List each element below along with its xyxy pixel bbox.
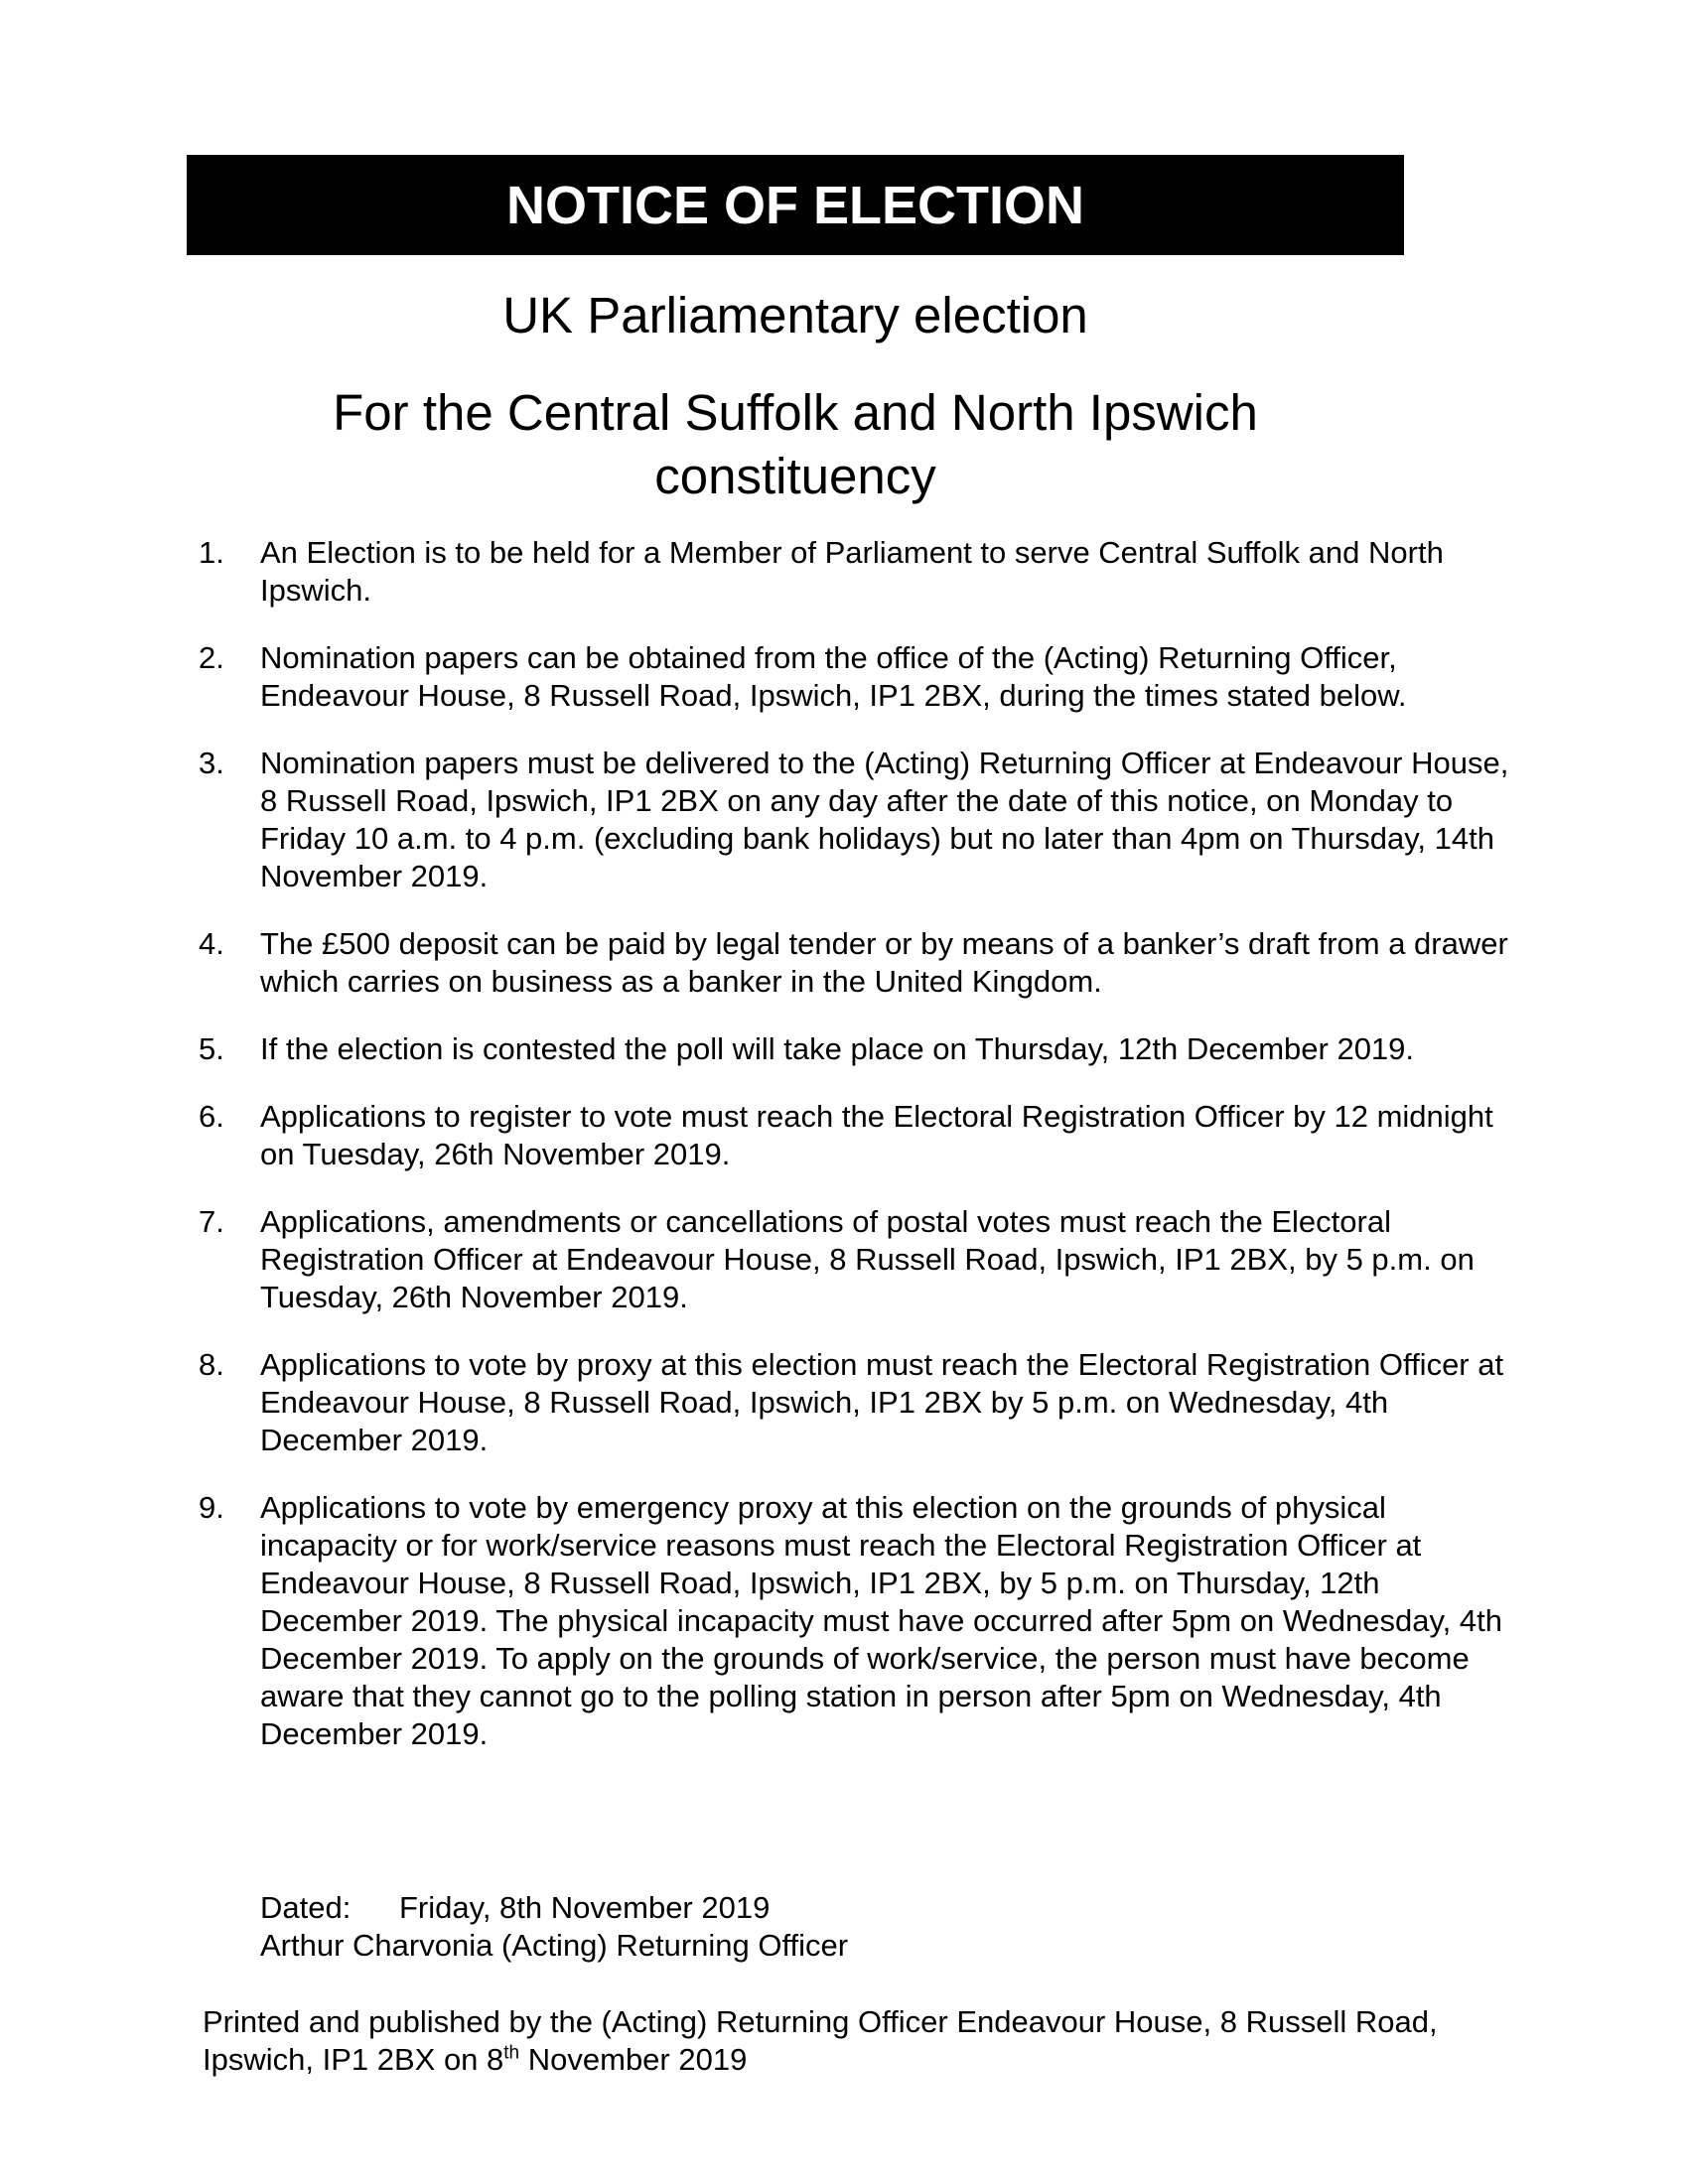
notice-item <box>199 1346 1509 1459</box>
notice-item <box>199 639 1509 715</box>
notice-title: NOTICE OF ELECTION <box>505 175 1084 235</box>
item-number: 8. <box>199 1347 224 1382</box>
item-text: Nomination papers can be obtained from the office of the (Acting) Returning Officer, Endeavour House, 8 Russell Road, Ipswich, IP1 2BX, during the times stated below. <box>260 640 1407 713</box>
notice-item <box>199 745 1509 895</box>
imprint-text-end: November 2019 <box>519 2042 748 2077</box>
item-number: 5. <box>199 1031 224 1066</box>
item-number: 9. <box>199 1490 224 1525</box>
notice-item <box>199 1030 1509 1068</box>
notice-items-list <box>199 534 1509 1783</box>
imprint-footer <box>203 2003 1513 2079</box>
item-text: If the election is contested the poll will take place on Thursday, 12th December 2019. <box>260 1031 1415 1066</box>
item-text: An Election is to be held for a Member of Parliament to serve Central Suffolk and North Ipswich. <box>260 535 1444 608</box>
item-text: Applications to vote by emergency proxy at this election on the grounds of physical incapacity or for work/service reasons must reach the Electoral Registration Officer at Endeavour House, 8 Russell Road, Ipswich, IP1 2BX, by 5 p.m. on Thursday, 12th December 2019. The physical incapacity must have occurred after 5pm on Wednesday, 4th December 2019. To apply on the grounds of work/service, the person must have become aware that they cannot go to the polling station in person after 5pm on Wednesday, 4th December 2019. <box>260 1490 1503 1751</box>
item-text: Applications to register to vote must reach the Electoral Registration Officer by 12 midnight on Tuesday, 26th November 2019. <box>260 1099 1493 1171</box>
dated-row <box>260 1889 848 1927</box>
returning-officer-signature: Arthur Charvonia (Acting) Returning Officer <box>260 1928 849 1963</box>
item-text: Nomination papers must be delivered to the (Acting) Returning Officer at Endeavour House, 8 Russell Road, Ipswich, IP1 2BX on any day after the date of this notice, on Monday to Friday 10 a.m. to 4 p.m. (excluding bank holidays) but no later than 4pm on Thursday, 14th November 2019. <box>260 746 1509 893</box>
item-number: 2. <box>199 640 224 675</box>
item-text: Applications to vote by proxy at this election must reach the Electoral Registration Officer at Endeavour House, 8 Russell Road, Ipswich, IP1 2BX by 5 p.m. on Wednesday, 4th December 2019. <box>260 1347 1504 1457</box>
item-number: 4. <box>199 926 224 961</box>
dated-label: Dated: <box>260 1890 352 1925</box>
item-number: 7. <box>199 1204 224 1239</box>
notice-item <box>199 925 1509 1001</box>
election-type-heading: UK Parliamentary election <box>502 287 1088 343</box>
imprint-text: Printed and published by the (Acting) Returning Officer Endeavour House, 8 Russell Road, Ipswich, IP1 2BX on 8 <box>203 2004 1438 2077</box>
constituency-heading <box>187 381 1404 508</box>
item-text: Applications, amendments or cancellations of postal votes must reach the Electoral Registration Officer at Endeavour House, 8 Russell Road, Ipswich, IP1 2BX, by 5 p.m. on Tuesday, 26th November 2019. <box>260 1204 1475 1314</box>
imprint-ordinal-suffix: th <box>503 2042 520 2064</box>
title-banner <box>187 155 1404 255</box>
notice-item <box>199 1489 1509 1753</box>
notice-item <box>199 1098 1509 1173</box>
item-text: The £500 deposit can be paid by legal tender or by means of a banker’s draft from a drawer which carries on business as a banker in the United Kingdom. <box>260 926 1508 999</box>
constituency-heading-line-2: constituency <box>654 448 936 504</box>
item-number: 1. <box>199 535 224 570</box>
notice-item <box>199 1203 1509 1316</box>
item-number: 3. <box>199 746 224 780</box>
dated-date: Friday, 8th November 2019 <box>399 1890 771 1925</box>
constituency-heading-line-1: For the Central Suffolk and North Ipswich <box>333 384 1258 441</box>
item-number: 6. <box>199 1099 224 1134</box>
notice-item <box>199 534 1509 610</box>
dated-block <box>260 1889 848 1965</box>
